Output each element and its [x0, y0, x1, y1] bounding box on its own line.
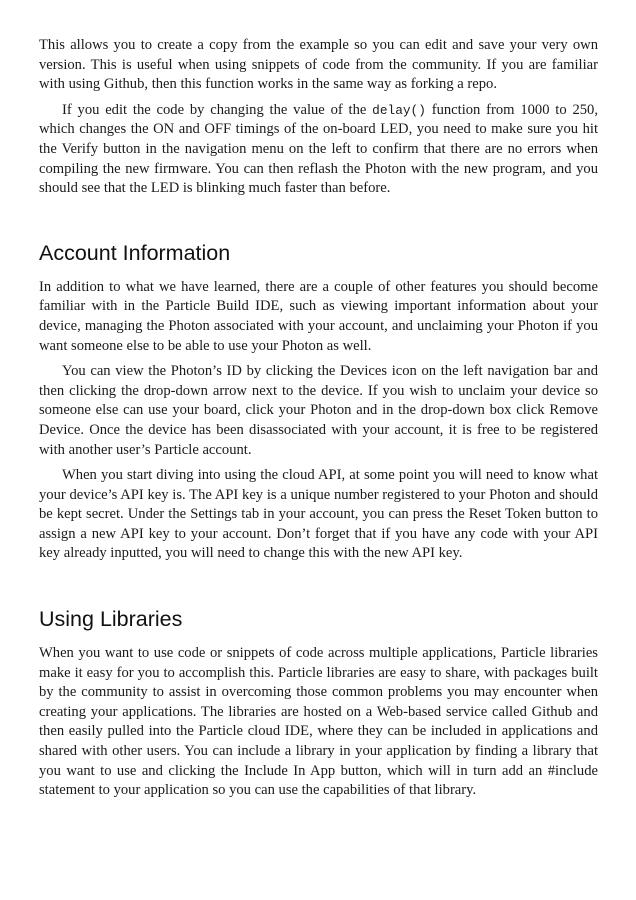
intro-paragraph-2-text-after: function from 1000 to 250, which changes the ON and OFF timings of the on-board LED, you need to make sure you hit the Verify button in the navigation menu on the left to confirm that there are no errors when compiling the new firmware. You can then reflash the Photon with the new program, and you should see that the LED is blinking much faster than before.	[39, 101, 598, 197]
document-page	[39, 36, 598, 801]
delay-function-code: delay()	[372, 102, 426, 118]
account-paragraph-3: When you start diving into using the cloud API, at some point you will need to know what your device’s API key is. The API key is a unique number registered to your Photon and should be kept secret. Under the Settings tab in your account, you can press the Reset Token button to assign a new API key to your account. Don’t forget that if you have any code with your API key already inputted, you will need to change this with the new API key.	[39, 467, 598, 562]
intro-paragraph-2-text-before: If you edit the code by changing the value of the	[62, 101, 373, 118]
intro-paragraph-2	[39, 101, 598, 199]
using-libraries-heading: Using Libraries	[39, 607, 183, 632]
account-information-heading: Account Information	[39, 240, 231, 265]
account-paragraph-2: You can view the Photon’s ID by clicking the Devices icon on the left navigation bar and then clicking the drop-down arrow next to the device. If you wish to unclaim your device so someone else can use your board, click your Photon and in the drop-down box click Remove Device. Once the device has been disassociated with your account, it is free to be registered with another user’s Particle account.	[39, 363, 598, 458]
libraries-paragraph-1: When you want to use code or snippets of code across multiple applications, Particle libraries make it easy for you to accomplish this. Particle libraries are easy to share, with packages built by the community to assist in overcoming those common problems you may encounter when creating your applications. The libraries are hosted on a Web-based service called Github and then easily pulled into the Particle cloud IDE, where they can be included in applications and shared with other users. You can include a library in your application by finding a library that you want to use and clicking the Include In App button, which will in turn add an #include statement to your application so you can use the capabilities of that library.	[39, 645, 598, 799]
intro-paragraph-1: This allows you to create a copy from the example so you can edit and save your very own version. This is useful when using snippets of code from the community. If you are familiar with using Github, then this function works in the same way as forking a repo.	[39, 37, 598, 93]
account-paragraph-1: In addition to what we have learned, there are a couple of other features you should become familiar with in the Particle Build IDE, such as viewing important information about your device, managing the Photon associated with your account, and unclaiming your Photon if you want someone else to be able to use your Photon as well.	[39, 278, 598, 354]
